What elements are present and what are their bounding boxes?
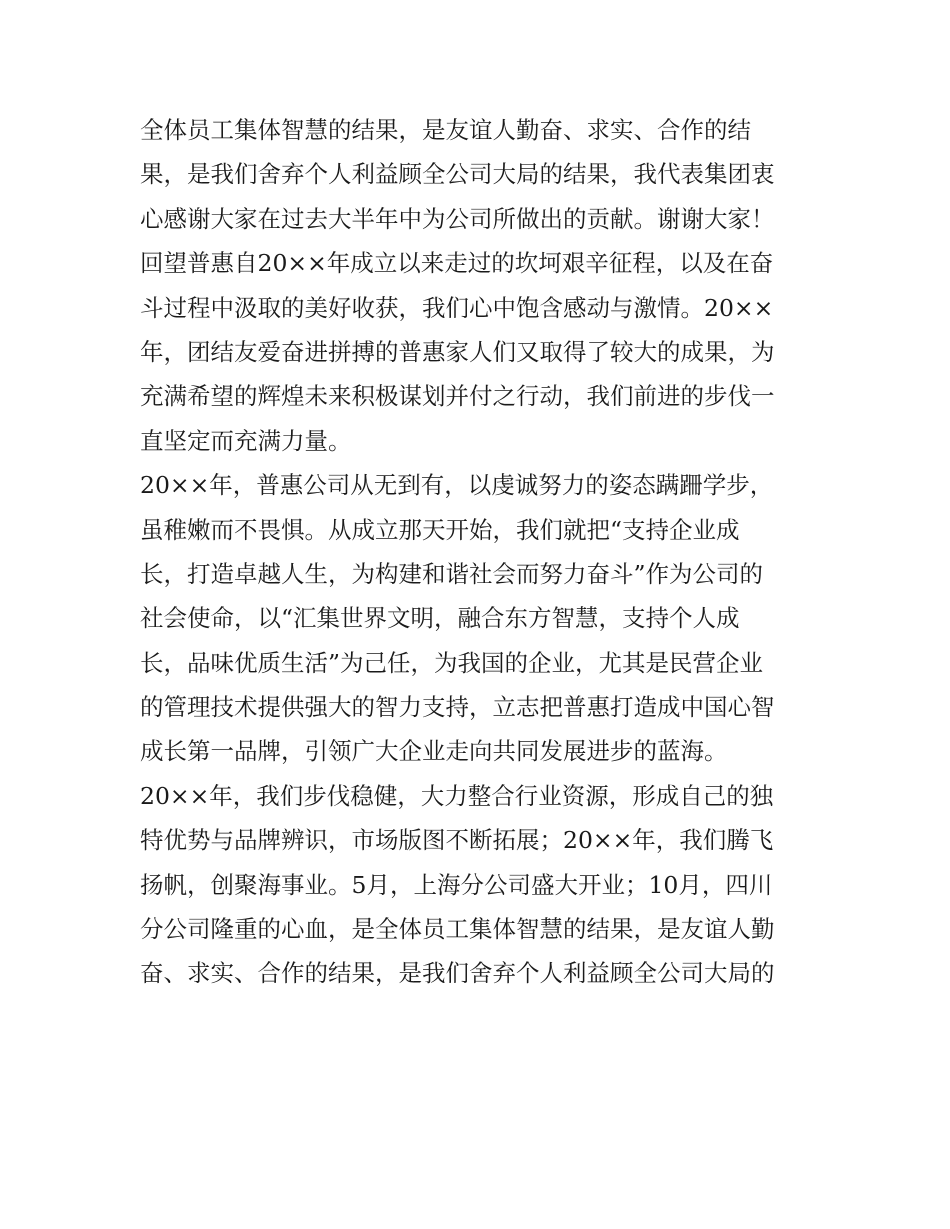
text-line: 心感谢大家在过去大半年中为公司所做出的贡献。谢谢大家！ xyxy=(140,204,775,233)
text-line: 长，打造卓越人生，为构建和谐社会而努力奋斗”作为公司的 xyxy=(140,559,764,588)
text-line: 成长第一品牌，引领广大企业走向共同发展进步的蓝海。 xyxy=(140,737,728,766)
text-line: 年，团结友爱奋进拼搏的普惠家人们又取得了较大的成果，为 xyxy=(140,337,775,366)
text-line: 分公司隆重的心血，是全体员工集体智慧的结果，是友谊人勤 xyxy=(140,915,775,944)
text-line: 直坚定而充满力量。 xyxy=(140,426,352,455)
text-line: 的管理技术提供强大的智力支持，立志把普惠打造成中国心智 xyxy=(140,693,775,722)
text-line: 回望普惠自20××年成立以来走过的坎坷艰辛征程，以及在奋 xyxy=(140,249,774,278)
text-line: 充满希望的辉煌未来积极谋划并付之行动，我们前进的步伐一 xyxy=(140,382,775,411)
text-line: 果，是我们舍弃个人利益顾全公司大局的结果，我代表集团衷 xyxy=(140,160,775,189)
text-line: 长，品味优质生活”为己任，为我国的企业，尤其是民营企业 xyxy=(140,648,764,677)
text-line: 社会使命，以“汇集世界文明，融合东方智慧，支持个人成 xyxy=(140,604,740,633)
text-line: 全体员工集体智慧的结果，是友谊人勤奋、求实、合作的结 xyxy=(140,116,751,144)
text-line: 20××年，我们步伐稳健，大力整合行业资源，形成自己的独 xyxy=(140,781,774,810)
text-line: 20××年，普惠公司从无到有，以虔诚努力的姿态蹒跚学步， xyxy=(140,471,774,500)
text-line: 扬帆，创聚海事业。5月，上海分公司盛大开业；10月，四川 xyxy=(140,870,773,899)
document-body xyxy=(140,108,820,996)
text-line: 虽稚嫩而不畏惧。从成立那天开始，我们就把“支持企业成 xyxy=(140,515,740,544)
text-line: 斗过程中汲取的美好收获，我们心中饱含感动与激情。20×× xyxy=(140,293,774,322)
text-line: 特优势与品牌辨识，市场版图不断拓展；20××年，我们腾飞 xyxy=(140,826,774,855)
text-line: 奋、求实、合作的结果，是我们舍弃个人利益顾全公司大局的 xyxy=(140,959,775,988)
